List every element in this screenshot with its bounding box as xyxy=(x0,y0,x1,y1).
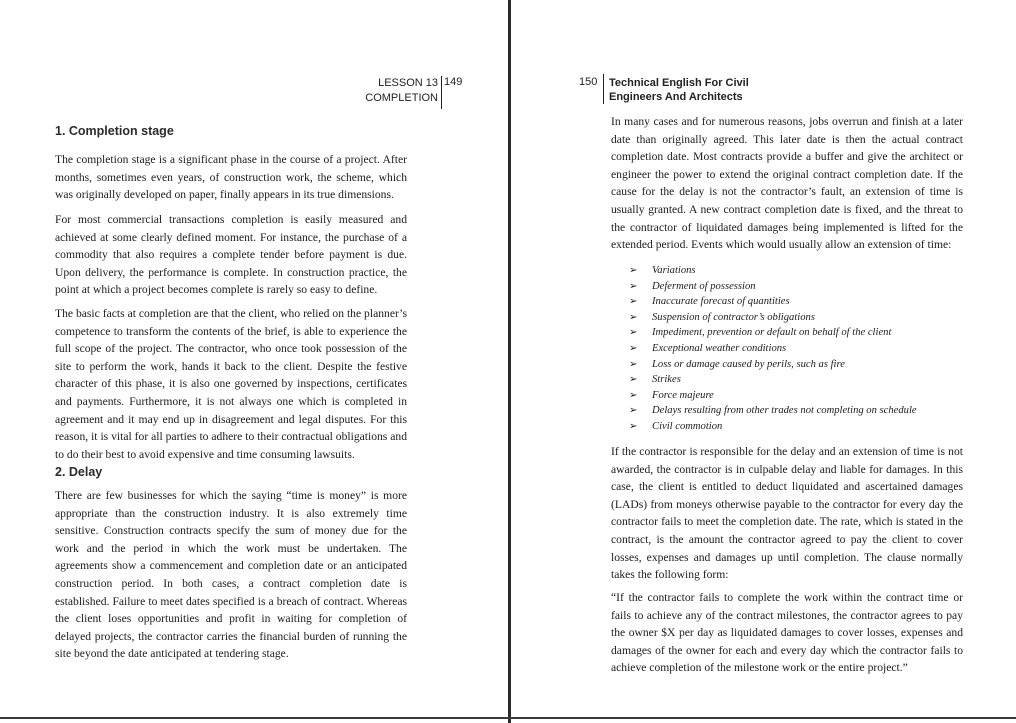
bottom-edge xyxy=(0,717,1016,719)
list-item: ➢ Impediment, prevention or default on behalf of the client xyxy=(629,325,917,341)
paragraph: In many cases and for numerous reasons, jobs overrun and finish at a later date than originally agreed. This later date is then the actual contract completion date. Most contracts provide a buffer and give the architect or engineer the power to extend the original contract completion date. If the cause for the delay is not the contractor’s fault, an extension of time is usually granted. A new contract completion date is fixed, and the threat to the contractor of liquidated damages being implemented is lifted for the extended period. Events which would usually allow an extension of time: xyxy=(611,115,963,252)
arrow-bullet-icon: ➢ xyxy=(629,374,638,386)
arrow-bullet-icon: ➢ xyxy=(629,327,638,339)
left-running-header xyxy=(365,76,438,106)
left-page-number: 149 xyxy=(444,76,463,88)
paragraph: If the contractor is responsible for the delay and an extension of time is not awarded, the contractor is in culpable delay and liable for damages. In this case, the client is entitled to deduct liquidated and ascertained damages (LADs) from moneys otherwise payable to the contractor for every day the contractor fails to meet the completion date. The rate, which is stated in the contract, is the amount the contractor agreed to pay the client to cover losses, expenses and damages up until completion. The clause normally takes the following form: xyxy=(611,445,963,582)
book-title-line2: Engineers And Architects xyxy=(609,91,743,103)
list-item: ➢ Force majeure xyxy=(629,388,917,404)
paragraph: For most commercial transactions completion is easily measured and achieved at some clearly defined moment. For instance, the purchase of a commodity that also requires a complete tender before payment is due. Upon delivery, the performance is complete. In construction practice, the point at which a project becomes complete is rarely so easy to define. xyxy=(55,213,407,297)
header-divider xyxy=(603,74,604,104)
list-item: ➢ Exceptional weather conditions xyxy=(629,341,917,357)
arrow-bullet-icon: ➢ xyxy=(629,405,638,417)
lesson-title: COMPLETION xyxy=(365,92,438,104)
arrow-bullet-icon: ➢ xyxy=(629,311,638,323)
extension-events-list xyxy=(629,263,917,435)
list-item: ➢ Civil commotion xyxy=(629,419,917,435)
arrow-bullet-icon: ➢ xyxy=(629,342,638,354)
section-heading-completion: 1. Completion stage xyxy=(55,124,174,138)
header-divider xyxy=(441,76,442,109)
lesson-label: LESSON 13 xyxy=(378,77,438,89)
list-item: ➢ Deferment of possession xyxy=(629,279,917,295)
paragraph: The completion stage is a significant phase in the course of a project. After months, sometimes even years, of construction work, the scheme, which was originally developed on paper, finally appears in its true dimensions. xyxy=(55,153,407,202)
right-page xyxy=(512,0,1016,723)
book-spine xyxy=(508,0,511,723)
paragraph: There are few businesses for which the saying “time is money” is more appropriate than the construction industry. It is also extremely time sensitive. Construction contracts specify the sum of money due for the work and the period in which the work must be undertaken. The agreements show a commencement and completion date or an anticipated construction period. In both cases, a contract completion date is established. Failure to meet dates specified is a breach of contract. Whereas the client loses opportunities and profit in waiting for completion of delayed projects, the contractor carries the financial burden of running the site beyond the date anticipated at tendering stage. xyxy=(55,489,407,661)
list-item: ➢ Suspension of contractor’s obligations xyxy=(629,310,917,326)
quoted-clause: “If the contractor fails to complete the work within the contract time or fails to achieve any of the contract milestones, the contractor agrees to pay the owner $X per day as liquidated damages to cover losses, expenses and damages of the owner for each and every day which the contractor fails to achieve completion of the milestone work or the entire project.” xyxy=(611,591,963,675)
list-item: ➢ Delays resulting from other trades not completing on schedule xyxy=(629,403,917,419)
arrow-bullet-icon: ➢ xyxy=(629,389,638,401)
paragraph: The basic facts at completion are that the client, who relied on the planner’s competence to transform the contents of the brief, is able to experience the full scope of the project. The contractor, who once took possession of the site to perform the work, hands it back to the client. Despite the festive character of this phase, it is also one governed by inspections, certificates and payments. Furthermore, it is not always one which is completed in agreement and it may end up in disagreement and legal disputes. For this reason, it is vital for all parties to adhere to their contractual obligations and to do their best to avoid expensive and time consuming lawsuits. xyxy=(55,307,407,461)
list-item: ➢ Inaccurate forecast of quantities xyxy=(629,294,917,310)
arrow-bullet-icon: ➢ xyxy=(629,358,638,370)
right-page-number: 150 xyxy=(579,76,598,88)
arrow-bullet-icon: ➢ xyxy=(629,296,638,308)
list-item: ➢ Variations xyxy=(629,263,917,279)
section-heading-delay: 2. Delay xyxy=(55,465,103,479)
right-running-header xyxy=(609,76,749,104)
list-item: ➢ Loss or damage caused by perils, such as fire xyxy=(629,357,917,373)
list-item: ➢ Strikes xyxy=(629,372,917,388)
arrow-bullet-icon: ➢ xyxy=(629,280,638,292)
arrow-bullet-icon: ➢ xyxy=(629,420,638,432)
book-title-line1: Technical English For Civil xyxy=(609,77,749,89)
arrow-bullet-icon: ➢ xyxy=(629,265,638,276)
